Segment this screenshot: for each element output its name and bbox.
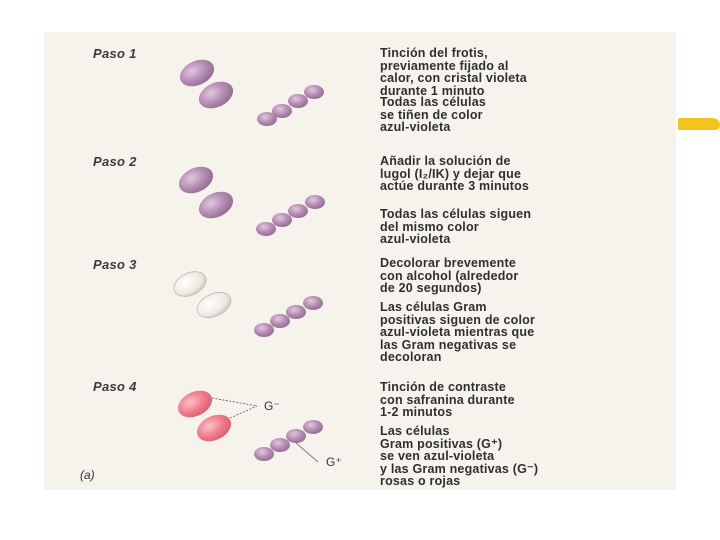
g-minus-label: G⁻ [264,399,280,413]
step-4-result: Las células Gram positivas (G⁺) se ven azul-violeta y las Gram negativas (G⁻) rosas o rojas [380,424,539,488]
gram-positive-cocci-chain [254,296,323,337]
step-4-label: Paso 4 [93,379,137,394]
step-4-procedure: Tinción de contraste con safranina durante 1-2 minutos [380,380,515,419]
gram-positive-cocci-chain [256,195,325,236]
g-plus-label: G⁺ [326,455,342,469]
gram-negative-rod-cell [175,162,218,199]
gram-positive-cocci-chain [257,85,324,126]
g-plus-leader-line [296,443,318,462]
decolored-rod-cell [193,287,235,322]
figure-label: (a) [80,468,95,482]
step-4-cells [174,386,323,462]
gram-negative-rod-cell [195,187,238,224]
step-1-label: Paso 1 [93,46,137,61]
step-1-cells [176,55,324,126]
step-3-result: Las células Gram positivas siguen de color azul-violeta mientras que las Gram negativas se decoloran [380,300,536,364]
gram-positive-cocci-chain [254,420,323,461]
step-1-procedure: Tinción del frotis, previamente fijado al calor, con cristal violeta durante 1 minuto [380,46,527,98]
step-1-result: Todas las células se tiñen de color azul-violeta [380,95,486,134]
step-3-label: Paso 3 [93,257,137,272]
step-3-cells [170,267,323,337]
step-2-cells [175,162,325,236]
step-3-procedure: Decolorar brevemente con alcohol (alrededor de 20 segundos) [380,256,519,295]
step-2-result: Todas las células siguen del mismo color azul-violeta [380,207,532,246]
step-2-label: Paso 2 [93,154,137,169]
decolored-rod-cell [170,267,210,301]
step-2-procedure: Añadir la solución de lugol (I₂/IK) y dejar que actúe durante 3 minutos [380,154,530,193]
